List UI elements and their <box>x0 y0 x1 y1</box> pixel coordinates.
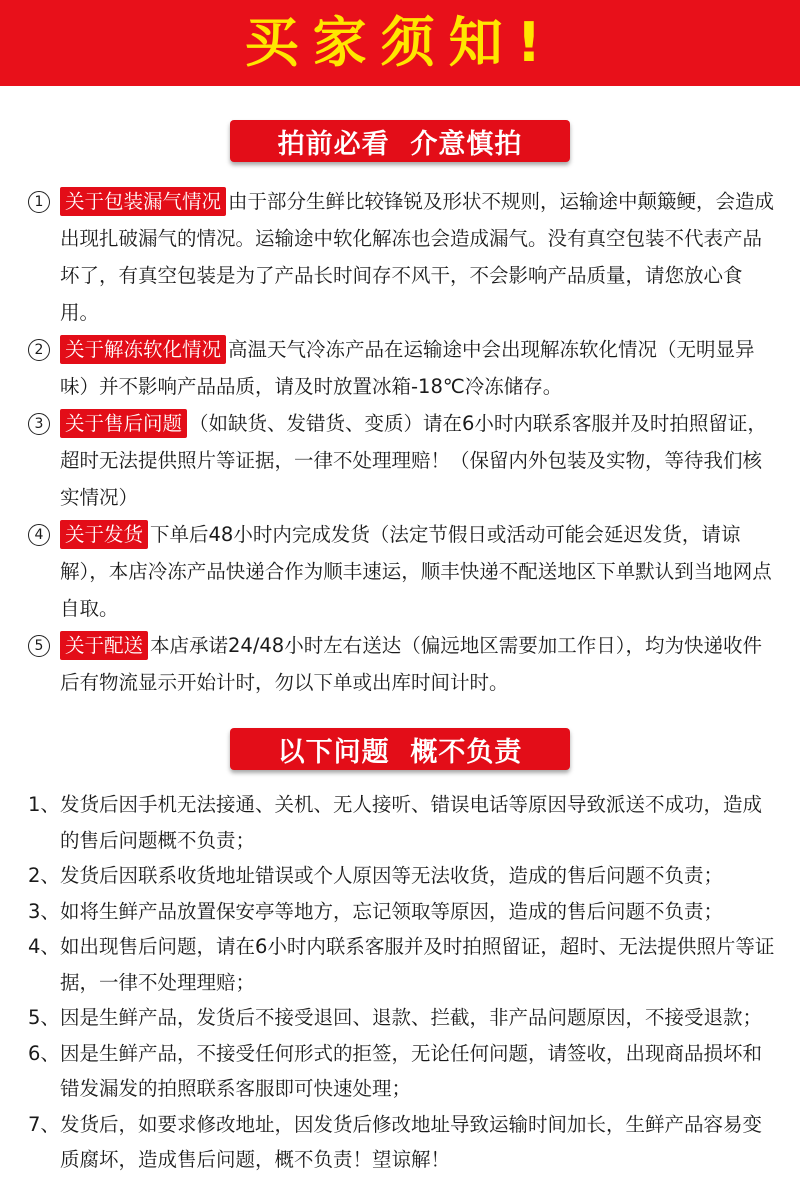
section-banner-label: 拍前必看 介意慎拍 <box>277 128 523 160</box>
item-number: 3 <box>28 413 50 435</box>
rule-item <box>28 1107 780 1178</box>
item-number: 1 <box>28 191 50 213</box>
rule-text: 因是生鲜产品，发货后不接受退回、退款、拦截，非产品问题原因，不接受退款； <box>60 1006 763 1029</box>
notice-item <box>28 183 778 331</box>
rule-text: 发货后因联系收货地址错误或个人原因等无法收货，造成的售后问题不负责； <box>60 864 724 887</box>
notice-item <box>28 405 778 516</box>
rule-text: 发货后，如要求修改地址，因发货后修改地址导致运输时间加长，生鲜产品容易变质腐坏，造成售后问题，概不负责！望谅解！ <box>60 1112 763 1171</box>
item-number: 4 <box>28 524 50 546</box>
rules-list <box>28 787 780 1178</box>
rule-item <box>28 1036 780 1107</box>
notice-text: （如缺货、发错货、变质）请在6小时内联系客服并及时拍照留证，超时无法提供照片等证据，一律不处理理赔！（保留内外包装及实物，等待我们核实情况） <box>60 412 767 509</box>
section-banner-label: 以下问题 概不负责 <box>277 736 523 768</box>
item-number: 2 <box>28 339 50 361</box>
rule-text: 如将生鲜产品放置保安亭等地方，忘记领取等原因，造成的售后问题不负责； <box>60 899 724 923</box>
notice-tag: 关于售后问题 <box>60 409 187 438</box>
rule-text: 发货后因手机无法接通、关机、无人接听、错误电话等原因导致派送不成功，造成的售后问题概不负责； <box>60 793 763 852</box>
notice-text: 高温天气冷冻产品在运输途中会出现解冻软化情况（无明显异味）并不影响产品品质，请及时放置冰箱-18℃冷冻储存。 <box>60 338 755 398</box>
item-number: 5 <box>28 635 50 657</box>
section-banner-not-responsible <box>230 728 570 770</box>
notice-list <box>28 183 778 701</box>
section-banner-must-read <box>230 120 570 162</box>
rule-number: 7、 <box>28 1112 60 1136</box>
page-title: 买家须知! <box>244 11 556 74</box>
notice-tag: 关于包装漏气情况 <box>60 187 226 216</box>
notice-tag: 关于解冻软化情况 <box>60 335 226 364</box>
notice-item <box>28 516 778 627</box>
notice-item <box>28 331 778 405</box>
rule-number: 3、 <box>28 899 60 923</box>
rule-item <box>28 894 780 930</box>
notice-text: 本店承诺24/48小时左右送达（偏远地区需要加工作日），均为快递收件后有物流显示开始计时，勿以下单或出库时间计时。 <box>60 634 762 694</box>
rule-item <box>28 787 780 858</box>
rule-item <box>28 929 780 1000</box>
header-banner <box>0 0 800 86</box>
rule-text: 如出现售后问题，请在6小时内联系客服并及时拍照留证，超时、无法提供照片等证据，一律不处理理赔； <box>60 935 775 994</box>
rule-text: 因是生鲜产品，不接受任何形式的拒签，无论任何问题，请签收，出现商品损坏和错发漏发的拍照联系客服即可快速处理； <box>60 1041 763 1100</box>
notice-text: 下单后48小时内完成发货（法定节假日或活动可能会延迟发货，请谅解），本店冷冻产品快递合作为顺丰速运，顺丰快递不配送地区下单默认到当地网点自取。 <box>60 523 772 620</box>
rule-number: 4、 <box>28 935 60 958</box>
rule-number: 6、 <box>28 1041 60 1065</box>
rule-item <box>28 1000 780 1036</box>
rule-item <box>28 858 780 894</box>
rule-number: 5、 <box>28 1006 60 1029</box>
rule-number: 2、 <box>28 864 60 887</box>
notice-text: 由于部分生鲜比较锋锐及形状不规则，运输途中颠簸鲠，会造成出现扎破漏气的情况。运输途中软化解冻也会造成漏气。没有真空包装不代表产品坏了，有真空包装是为了产品长时间存不风干，不会影响产品质量，请您放心食用。 <box>60 190 775 324</box>
rule-number: 1、 <box>28 793 60 816</box>
notice-tag: 关于发货 <box>60 520 148 549</box>
notice-item <box>28 627 778 701</box>
notice-tag: 关于配送 <box>60 631 148 660</box>
